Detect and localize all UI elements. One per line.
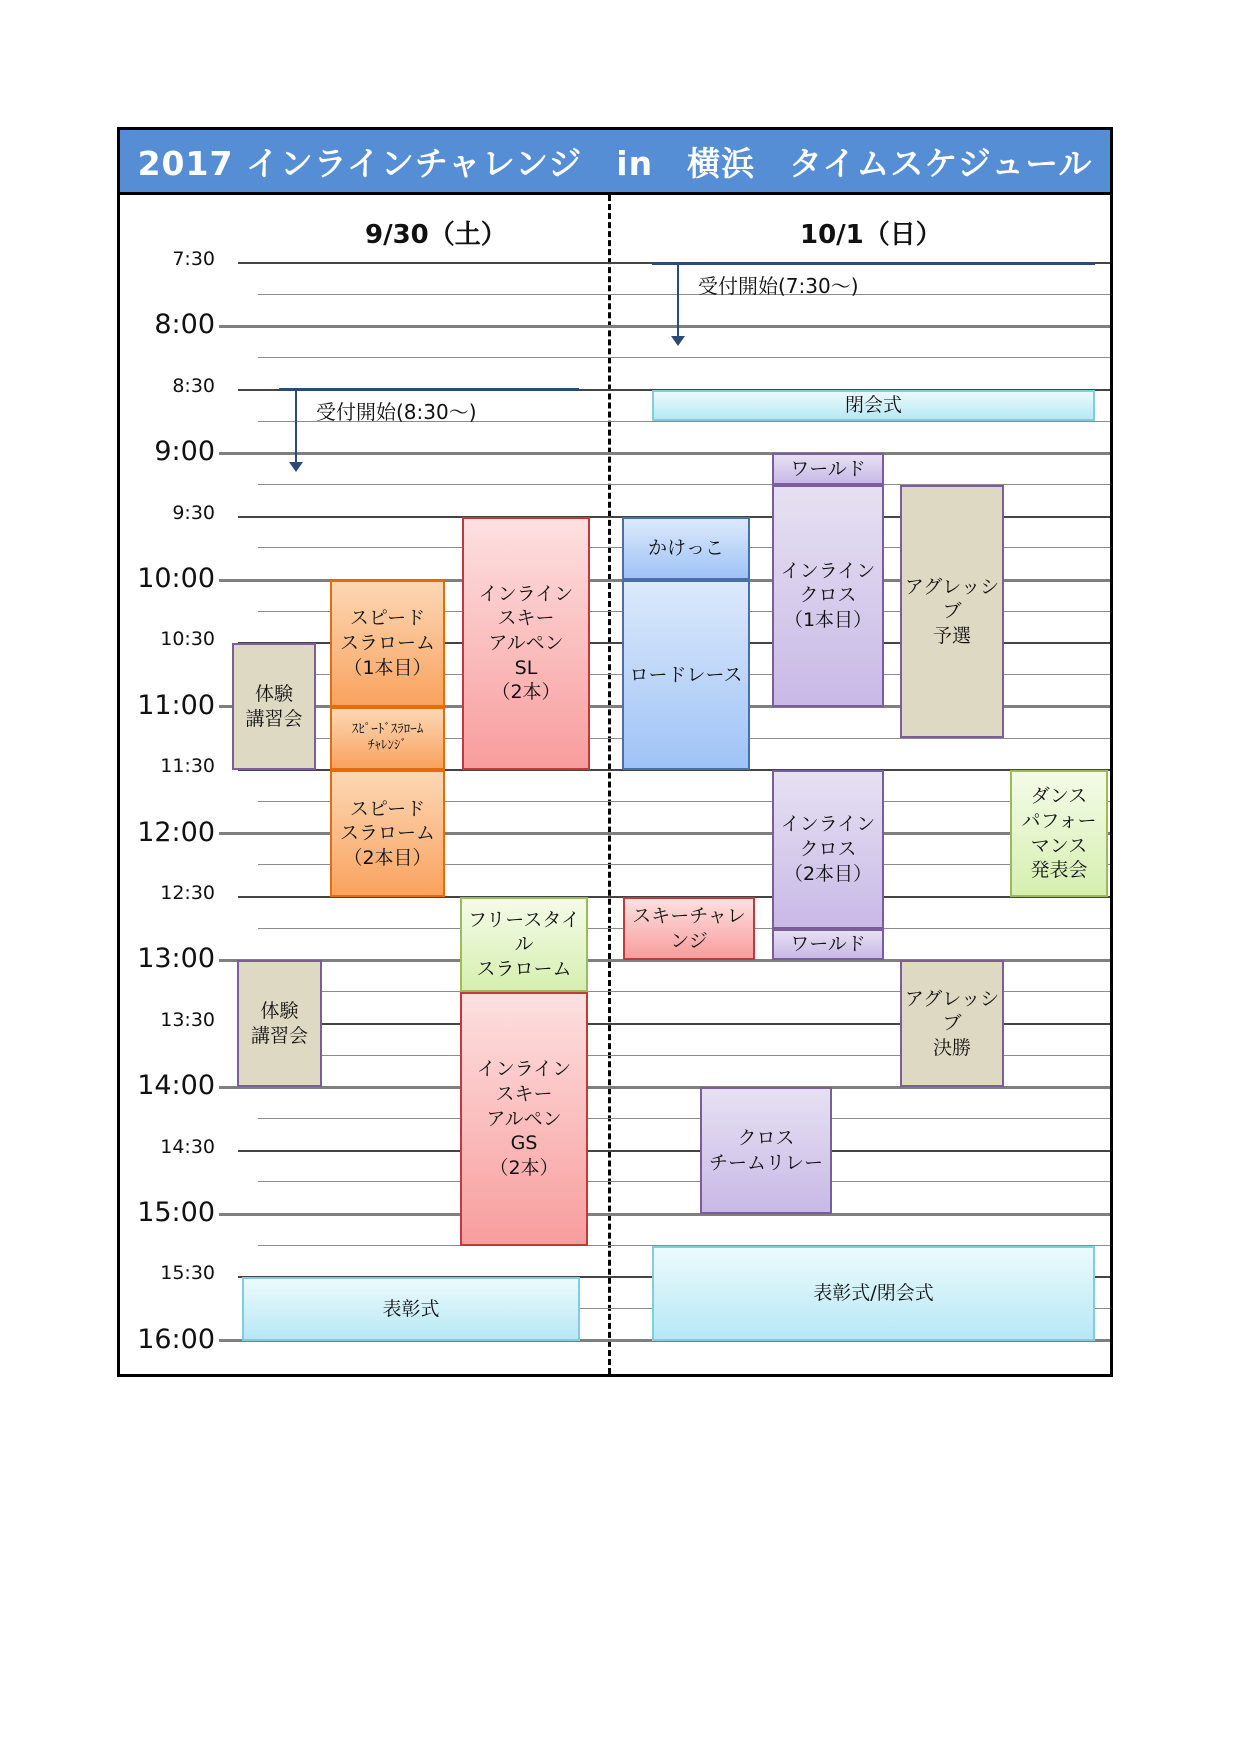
- event-block: 体験 講習会: [232, 643, 316, 770]
- event-block: アグレッシブ 予選: [900, 485, 1004, 739]
- day1-arrow-head-icon: [289, 462, 303, 472]
- time-label: 9:00: [154, 436, 215, 468]
- day2-registration-label: 受付開始(7:30～): [698, 274, 859, 298]
- time-label: 13:30: [160, 1008, 215, 1031]
- event-block: アグレッシブ 決勝: [900, 960, 1004, 1087]
- hour-gridline: [219, 1213, 1110, 1216]
- event-block: インライン スキー アルペン GS （2本）: [460, 992, 588, 1246]
- time-label: 14:00: [137, 1070, 215, 1102]
- time-label: 12:30: [160, 882, 215, 904]
- event-block: ワールド: [772, 453, 884, 485]
- event-block: ワールド: [772, 929, 884, 961]
- time-label: 9:30: [172, 501, 215, 524]
- event-block: かけっこ: [622, 517, 750, 580]
- quarter-gridline: [258, 357, 1110, 358]
- event-block: フリースタイル スラローム: [460, 897, 588, 992]
- event-block: 閉会式: [652, 390, 1095, 422]
- time-label: 11:00: [137, 689, 215, 721]
- day2-arrow-head-icon: [671, 336, 685, 346]
- time-label: 7:30: [172, 248, 215, 270]
- quarter-gridline: [258, 1118, 1110, 1119]
- time-label: 10:00: [137, 563, 215, 594]
- event-block: 体験 講習会: [237, 960, 322, 1087]
- event-block: 表彰式: [242, 1277, 580, 1340]
- day1-registration-arrow: [295, 389, 297, 462]
- hour-gridline: [219, 452, 1110, 455]
- event-block: ｽﾋﾟｰﾄﾞｽﾗﾛｰﾑ ﾁｬﾚﾝｼﾞ: [330, 707, 445, 770]
- time-label: 14:30: [160, 1135, 215, 1158]
- quarter-gridline: [258, 1181, 1110, 1182]
- hour-gridline: [219, 325, 1110, 328]
- time-label: 10:30: [160, 628, 215, 651]
- day-divider: [608, 195, 611, 1374]
- event-block: スキーチャレンジ: [623, 897, 755, 960]
- time-label: 8:30: [172, 374, 215, 397]
- event-block: ロードレース: [622, 580, 750, 770]
- day1-header: 9/30（土）: [365, 220, 507, 250]
- time-label: 15:00: [137, 1197, 215, 1228]
- event-block: インライン スキー アルペン SL （2本）: [462, 517, 590, 771]
- time-label: 13:00: [137, 943, 215, 975]
- time-label: 8:00: [154, 309, 215, 341]
- page-title: 2017 インラインチャレンジ in 横浜 タイムスケジュール: [120, 130, 1110, 195]
- time-label: 15:30: [160, 1262, 215, 1285]
- half-hour-gridline: [238, 1150, 1110, 1152]
- event-block: 表彰式/閉会式: [652, 1246, 1095, 1341]
- day2-registration-arrow: [677, 263, 679, 336]
- day2-header: 10/1（日）: [800, 220, 942, 250]
- time-label: 12:00: [137, 816, 215, 848]
- day2-registration-line: [652, 262, 1095, 265]
- event-block: スピード スラローム （1本目）: [330, 580, 445, 707]
- event-block: スピード スラローム （2本目）: [330, 770, 445, 897]
- time-label: 16:00: [137, 1323, 215, 1355]
- event-block: ダンス パフォー マンス 発表会: [1010, 770, 1108, 897]
- event-block: クロス チームリレー: [700, 1087, 832, 1214]
- day1-registration-line: [279, 388, 579, 391]
- time-label: 11:30: [160, 755, 215, 778]
- quarter-gridline: [258, 294, 1110, 295]
- event-block: インライン クロス （1本目）: [772, 485, 884, 707]
- day1-registration-label: 受付開始(8:30～): [316, 400, 477, 424]
- event-block: インライン クロス （2本目）: [772, 770, 884, 929]
